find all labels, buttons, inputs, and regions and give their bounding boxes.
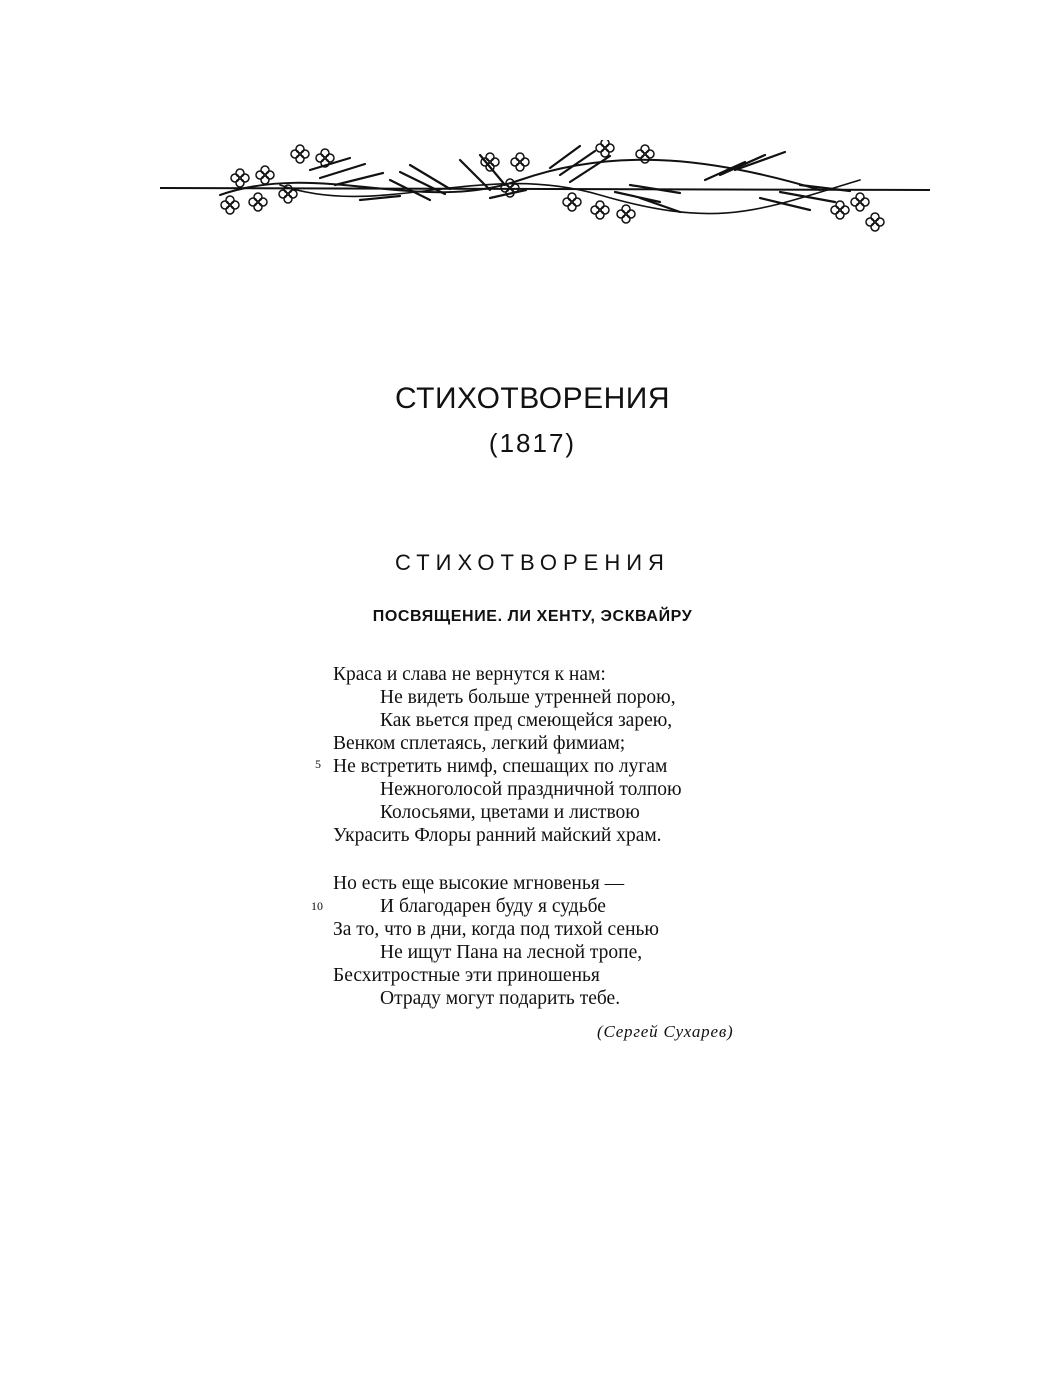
line-number-10: 10 [311,899,323,913]
poem-line-text: Украсить Флоры ранний майский храм. [333,825,662,846]
book-title: СТИХОТВОРЕНИЯ [395,382,670,415]
floral-garland-icon [160,140,930,231]
poem-line-text: Как вьется пред смеющейся зарею, [380,710,673,731]
poem-line [333,941,833,964]
poem-line-text: Отраду могут подарить тебе. [380,988,621,1009]
poem-line-text: Но есть еще высокие мгновенья — [333,873,625,894]
poem-line [333,824,833,847]
line-number-5: 5 [315,757,321,771]
translator-credit: (Сергей Сухарев) [597,1022,734,1041]
stanza-1 [315,663,833,847]
poem-line [333,872,833,895]
poem-line-text: Венком сплетаясь, легкий фимиам; [333,733,626,754]
poem-line [315,755,833,778]
poem-line [333,801,833,824]
section-heading: СТИХОТВОРЕНИЯ [395,550,670,575]
poem-line [333,964,833,987]
poem-line-text: Не ищут Пана на лесной тропе, [380,942,643,963]
poem-line [333,663,833,686]
poem-line-text: Не видеть больше утренней порою, [380,687,676,708]
poem-line [333,686,833,709]
poem-line-text: Колосьями, цветами и листвою [380,802,640,823]
floral-garland-ornament [160,140,930,235]
poem-line [333,709,833,732]
poem-line [311,895,833,918]
poem-line-text: Не встретить нимф, спешащих по лугам [333,756,668,777]
poem-line [333,732,833,755]
poem-line [333,987,833,1010]
poem-title: ПОСВЯЩЕНИЕ. ЛИ ХЕНТУ, ЭСКВАЙРУ [372,608,693,625]
poem-line-text: Нежноголосой праздничной толпою [380,779,682,800]
stanza-2 [311,872,833,1010]
poem-line [333,918,833,941]
poem-line-text: И благодарен буду я судьбе [380,896,606,917]
poem-line-text: Краса и слава не вернутся к нам: [333,664,606,685]
poem-line-text: Бесхитростные эти приношенья [333,965,600,986]
poem-line-text: За то, что в дни, когда под тихой сенью [333,919,659,940]
poem-line [333,778,833,801]
book-year: (1817) [488,428,577,458]
